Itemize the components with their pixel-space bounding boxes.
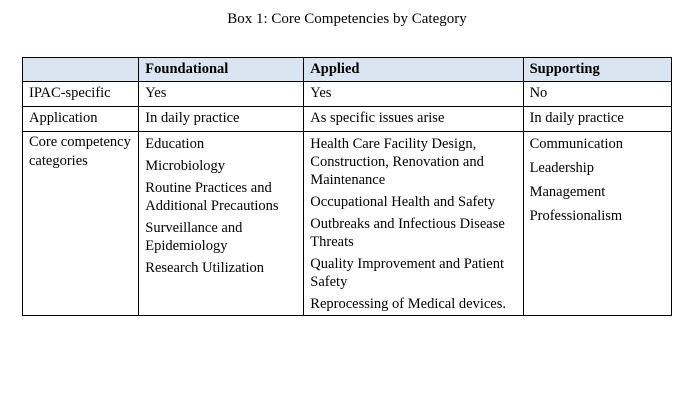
list-item: Quality Improvement and Patient Safety xyxy=(310,256,504,290)
list-item: Surveillance and Epidemiology xyxy=(145,220,243,254)
table-row-ipac-specific xyxy=(23,82,672,107)
list-item: Outbreaks and Infectious Disease Threats xyxy=(310,216,505,250)
row-label: Core competency categories xyxy=(23,132,139,316)
table-header-row xyxy=(23,58,672,82)
cell-applied: Yes xyxy=(304,82,523,107)
table-row-core-competency-categories xyxy=(23,132,672,316)
box-caption: Box 1: Core Competencies by Category xyxy=(227,11,467,27)
list-item: Management xyxy=(529,184,606,200)
header-cell-supporting: Supporting xyxy=(523,58,671,82)
list-item: Leadership xyxy=(529,160,594,176)
competencies-table xyxy=(22,57,672,316)
foundational-list xyxy=(145,135,297,277)
list-item: Microbiology xyxy=(145,158,226,174)
row-label: Application xyxy=(23,107,139,132)
list-item: Reprocessing of Medical devices. xyxy=(310,296,506,312)
header-cell-foundational: Foundational xyxy=(139,58,304,82)
cell-applied: As specific issues arise xyxy=(304,107,523,132)
cell-foundational: Yes xyxy=(139,82,304,107)
header-cell-applied: Applied xyxy=(304,58,523,82)
table-row-application xyxy=(23,107,672,132)
row-label: IPAC-specific xyxy=(23,82,139,107)
cell-supporting: In daily practice xyxy=(523,107,671,132)
list-item: Routine Practices and Additional Precautions xyxy=(145,180,279,214)
list-item: Communication xyxy=(529,136,624,152)
applied-list xyxy=(310,135,516,313)
cell-supporting: No xyxy=(523,82,671,107)
supporting-list xyxy=(530,135,665,225)
cell-foundational-list xyxy=(139,132,304,316)
list-item: Health Care Facility Design, Construction, Renovation and Maintenance xyxy=(310,136,484,188)
cell-foundational: In daily practice xyxy=(139,107,304,132)
cell-applied-list xyxy=(304,132,523,316)
list-item: Occupational Health and Safety xyxy=(310,194,496,210)
list-item: Research Utilization xyxy=(145,260,265,276)
list-item: Professionalism xyxy=(529,208,623,224)
header-cell-empty xyxy=(23,58,139,82)
list-item: Education xyxy=(145,136,205,152)
cell-supporting-list xyxy=(523,132,671,316)
